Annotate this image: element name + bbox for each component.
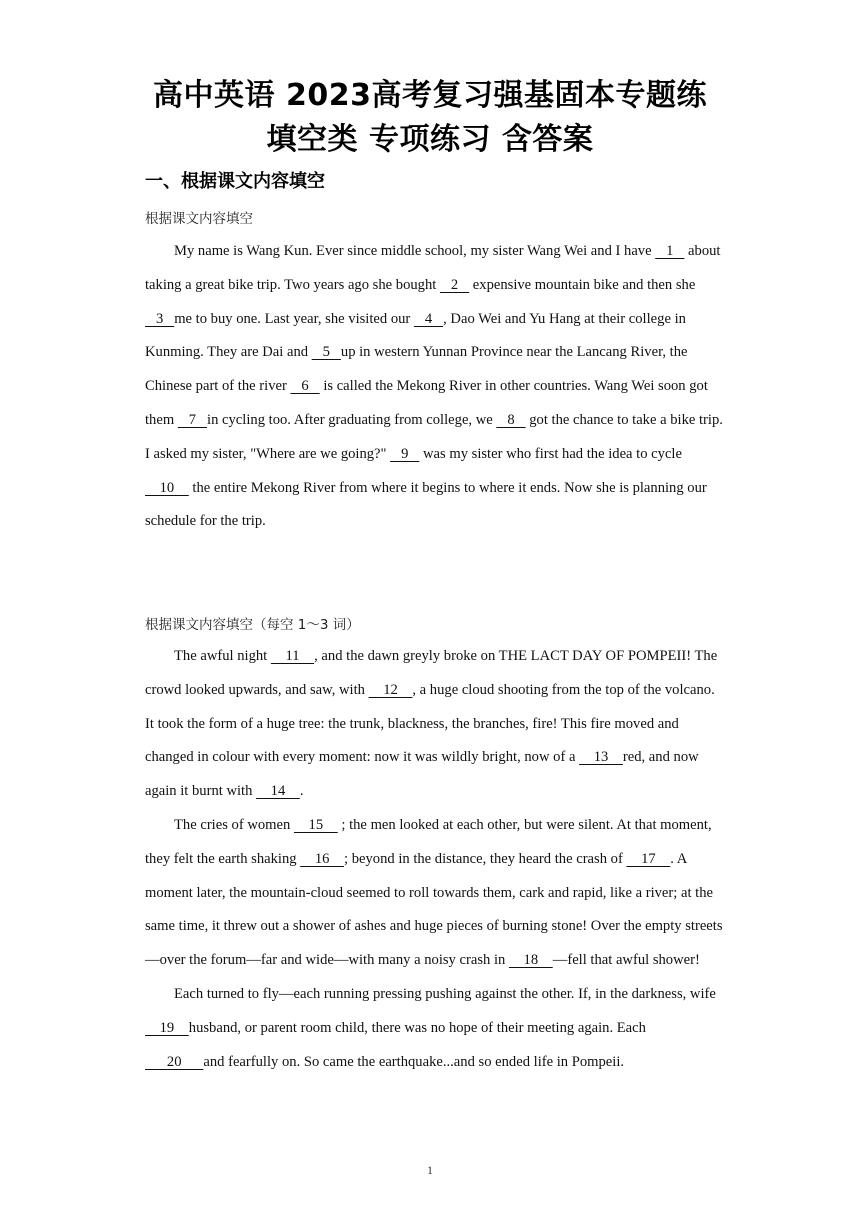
text-segment: got the chance to take a bike trip. I asked my sister, "Where are we going?"	[145, 411, 723, 462]
section-heading: 一、根据课文内容填空	[145, 171, 325, 192]
text-segment: and fearfully on. So came the earthquake...and so ended life in Pompeii.	[203, 1053, 625, 1070]
blank-2: 2	[439, 276, 470, 293]
blank-1: 1	[655, 243, 685, 259]
text-segment: , Dao Wei and Yu Hang at their college in Kunming. They are Dai and	[145, 310, 686, 361]
blank-18: 18	[508, 952, 553, 969]
text-segment: me to buy one. Last year, she visited our	[174, 310, 414, 327]
text-segment: , and the dawn greyly broke on THE LACT DAY OF POMPEII! The crowd looked upwards, and saw, with	[145, 648, 718, 698]
text-segment: , a huge cloud shooting from the top of the volcano. It took the form of a huge tree: the trunk, blackness, the branches, fire! This fire moved and changed in colour with every moment: now it was wildly bright, now of a	[145, 681, 715, 766]
blank-17: 17	[626, 850, 671, 867]
passage1-paragraph	[145, 235, 725, 539]
text-segment: was my sister who first had the idea to cycle	[419, 445, 682, 462]
text-segment: ; beyond in the distance, they heard the crash of	[344, 850, 627, 867]
blank-12: 12	[368, 681, 413, 698]
text-segment: in cycling too. After graduating from college, we	[207, 411, 497, 428]
text-segment: . A moment later, the mountain-cloud seemed to roll towards them, cark and rapid, like a river; at the same time, it threw out a shower of ashes and huge pieces of burning stone! Over the empty streets—over the forum—far and wide—with many a noisy crash in	[145, 850, 723, 969]
text-segment: is called the Mekong River in other countries. Wang Wei soon got them	[145, 378, 708, 428]
passage1-instruction: 根据课文内容填空	[145, 211, 253, 227]
passage2-paragraph-3	[145, 978, 725, 1079]
text-segment: the entire Mekong River from where it begins to where it ends. Now she is planning our schedule for the trip.	[145, 479, 707, 530]
page-number: 1	[427, 1163, 433, 1177]
blank-3: 3	[145, 310, 175, 327]
blank-5: 5	[311, 344, 341, 361]
blank-11: 11	[270, 648, 315, 664]
blank-19: 19	[145, 1019, 189, 1036]
title-line-1: 高中英语 2023高考复习强基固本专题练	[153, 78, 707, 113]
title-line-2: 填空类 专项练习 含答案	[266, 122, 594, 157]
passage1	[145, 235, 725, 539]
text-segment: about taking a great bike trip. Two years ago she bought	[145, 243, 721, 293]
blank-15: 15	[293, 816, 338, 833]
text-segment: red, and now again it burnt with	[145, 749, 699, 800]
passage2-paragraph-1	[145, 640, 725, 809]
text-segment: Each turned to fly—each running pressing pushing against the other. If, in the darkness, wife	[174, 985, 716, 1002]
blank-20: 20	[145, 1053, 204, 1070]
text-segment: My name is Wang Kun. Ever since middle school, my sister Wang Wei and I have	[174, 243, 656, 259]
blank-14: 14	[256, 783, 300, 800]
blank-8: 8	[496, 411, 526, 428]
blank-16: 16	[300, 850, 344, 867]
blank-9: 9	[390, 445, 420, 462]
text-segment: —fell that awful shower!	[552, 952, 700, 969]
passage2	[145, 640, 725, 1079]
passage2-paragraph-2	[145, 809, 725, 978]
text-segment: husband, or parent room child, there was no hope of their meeting again. Each	[188, 1019, 646, 1036]
text-segment: The awful night	[174, 648, 271, 664]
blank-4: 4	[413, 310, 444, 327]
blank-7: 7	[177, 411, 208, 428]
text-segment: ; the men looked at each other, but were silent. At that moment, they felt the earth shaking	[145, 816, 712, 867]
blank-6: 6	[290, 378, 320, 395]
text-segment: .	[299, 783, 304, 800]
blank-13: 13	[579, 749, 623, 766]
passage2-instruction: 根据课文内容填空（每空 1～3 词）	[145, 617, 360, 633]
text-segment: up in western Yunnan Province near the Lancang River, the Chinese part of the river	[145, 344, 688, 395]
blank-10: 10	[145, 479, 189, 496]
text-segment: expensive mountain bike and then she	[469, 276, 696, 293]
text-segment: The cries of women	[174, 816, 294, 833]
